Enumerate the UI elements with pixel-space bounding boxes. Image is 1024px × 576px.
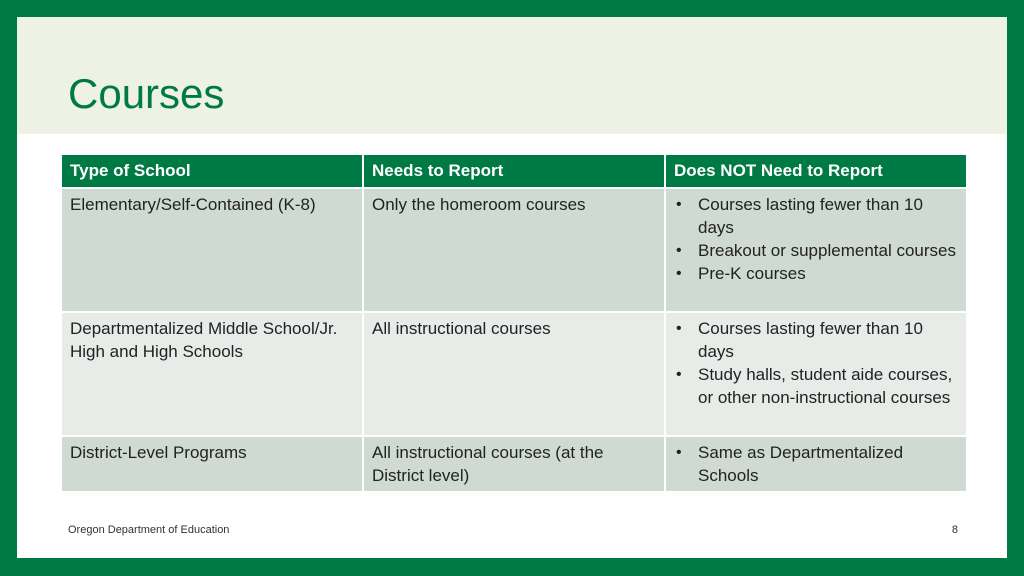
bullet-icon: • — [676, 196, 682, 213]
bullet-list — [674, 193, 958, 285]
header-type-of-school: Type of School — [61, 154, 363, 188]
cell-school: District-Level Programs — [61, 436, 363, 492]
header-needs-to-report: Needs to Report — [363, 154, 665, 188]
cell-not-needed — [665, 436, 967, 492]
cell-school: Elementary/Self-Contained (K-8) — [61, 188, 363, 312]
cell-needs: All instructional courses (at the District level) — [363, 436, 665, 492]
cell-school: Departmentalized Middle School/Jr. High and High Schools — [61, 312, 363, 436]
cell-needs: Only the homeroom courses — [363, 188, 665, 312]
list-item: • Same as Departmentalized Schools — [676, 443, 904, 485]
footer-text: Oregon Department of Education — [68, 524, 230, 536]
bullet-icon: • — [676, 320, 682, 337]
table-header-row — [61, 154, 967, 188]
header-does-not-need-to-report: Does NOT Need to Report — [665, 154, 967, 188]
table-row — [61, 188, 967, 312]
bullet-icon: • — [676, 265, 682, 282]
list-item: • Pre-K courses — [676, 264, 806, 283]
table-row — [61, 436, 967, 492]
list-item: • Breakout or supplemental courses — [676, 241, 956, 260]
table-row — [61, 312, 967, 436]
bullet-icon: • — [676, 444, 682, 461]
slide-title: Courses — [68, 70, 225, 117]
cell-not-needed — [665, 188, 967, 312]
bullet-icon: • — [676, 366, 682, 383]
bullet-list — [674, 317, 958, 409]
list-item: • Courses lasting fewer than 10 days — [676, 195, 923, 237]
page-number: 8 — [951, 524, 958, 536]
title-band — [17, 17, 1007, 134]
bullet-list — [674, 441, 958, 487]
slide — [17, 17, 1007, 558]
cell-needs: All instructional courses — [363, 312, 665, 436]
list-item: • Study halls, student aide courses, or other non-instructional courses — [676, 365, 953, 407]
cell-not-needed — [665, 312, 967, 436]
list-item: • Courses lasting fewer than 10 days — [676, 319, 923, 361]
bullet-icon: • — [676, 242, 682, 259]
courses-table — [60, 153, 968, 493]
